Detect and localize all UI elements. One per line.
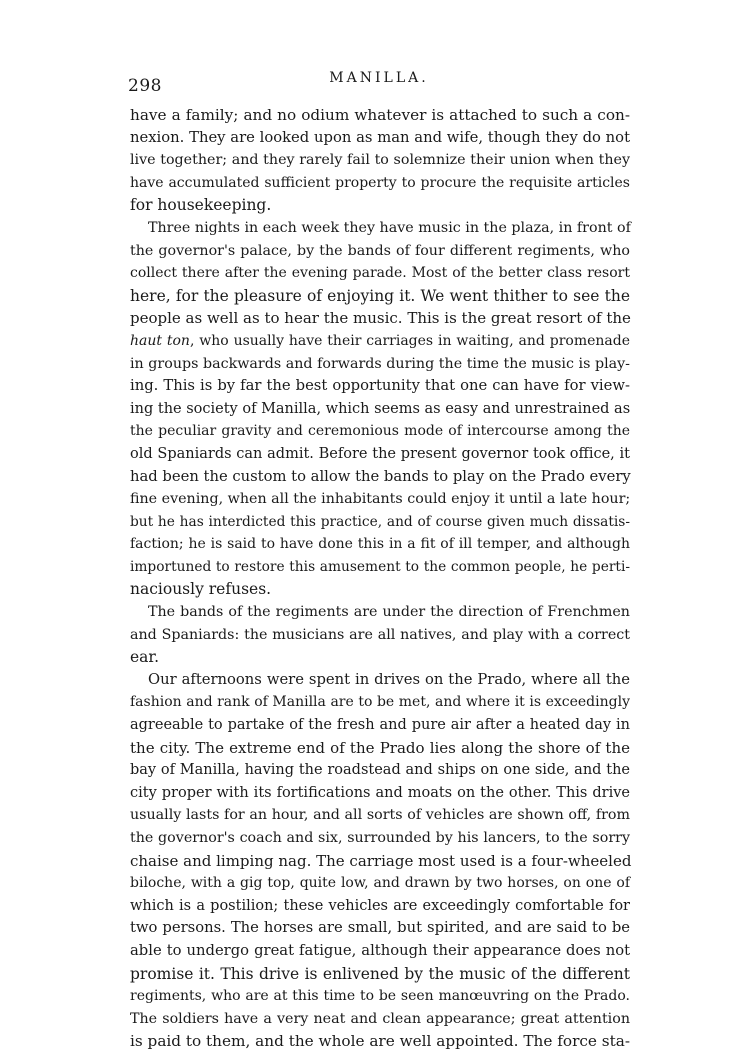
text-line: biloche, with a gig top, quite low, and drawn by two horses, on one of xyxy=(130,875,630,892)
text-line: agreeable to partake of the fresh and pure air after a heated day in xyxy=(130,717,630,734)
text-line: in groups backwards and forwards during the time the music is play- xyxy=(130,355,630,372)
text-line: here, for the pleasure of enjoying it. We went thither to see the xyxy=(130,286,630,305)
text-line: and Spaniards: the musicians are all natives, and play with a correct xyxy=(130,626,630,643)
text-line: The bands of the regiments are under the direction of Frenchmen xyxy=(148,604,630,621)
running-head: MANILLA. xyxy=(329,70,429,86)
text-line: ing. This is by far the best opportunity that one can have for view- xyxy=(130,377,630,395)
text-line: old Spaniards can admit. Before the present governor took office, it xyxy=(130,445,630,462)
text-line: but he has interdicted this practice, and of course given much dissatis- xyxy=(130,513,630,530)
text-line: bay of Manilla, having the roadstead and ships on one side, and the xyxy=(130,762,630,779)
text-line: able to undergo great fatigue, although their appearance does not xyxy=(130,941,630,959)
text-line: collect there after the evening parade. Most of the better class resort xyxy=(130,265,630,282)
text-line: Three nights in each week they have music in the plaza, in front of xyxy=(148,219,631,236)
text-line: have accumulated sufficient property to procure the requisite articles xyxy=(130,174,630,191)
text-line: fine evening, when all the inhabitants could enjoy it until a late hour; xyxy=(130,491,631,508)
paragraph xyxy=(130,601,630,669)
text-line: have a family; and no odium whatever is attached to such a con- xyxy=(130,106,630,124)
paragraph xyxy=(130,669,630,1053)
text-line: chaise and limping nag. The carriage most used is a four-wheeled xyxy=(130,851,632,870)
text-line: two persons. The horses are small, but spirited, and are said to be xyxy=(130,919,630,937)
text-line: which is a postilion; these vehicles are exceedingly comfortable for xyxy=(130,897,630,914)
text-line: The soldiers have a very neat and clean appearance; great attention xyxy=(130,1010,630,1027)
text-line: city proper with its fortifications and moats on the other. This drive xyxy=(130,784,630,801)
page-header xyxy=(128,70,630,100)
text-line: usually lasts for an hour, and all sorts of vehicles are shown off, from xyxy=(130,807,630,824)
text-line: nexion. They are looked upon as man and wife, though they do not xyxy=(130,128,630,146)
text-line: faction; he is said to have done this in a fit of ill temper, and although xyxy=(130,536,630,553)
text-line: the governor's palace, by the bands of four different regiments, who xyxy=(130,242,630,259)
paragraph xyxy=(130,104,630,217)
text-line: regiments, who are at this time to be seen manœuvring on the Prado. xyxy=(130,988,630,1005)
page-number: 298 xyxy=(128,76,162,96)
body-text xyxy=(130,104,630,1053)
text-line: haut ton, who usually have their carriages in waiting, and promenade xyxy=(130,332,630,349)
text-line: ear. xyxy=(130,648,160,667)
text-line: promise it. This drive is enlivened by the music of the different xyxy=(130,964,630,983)
text-line: had been the custom to allow the bands to play on the Prado every xyxy=(130,467,631,485)
text-line: live together; and they rarely fail to solemnize their union when they xyxy=(130,152,630,169)
text-line: is paid to them, and the whole are well appointed. The force sta- xyxy=(130,1032,630,1051)
text-line: fashion and rank of Manilla are to be met, and where it is exceedingly xyxy=(130,694,630,711)
paragraph xyxy=(130,217,630,601)
text-line: ing the society of Manilla, which seems as easy and unrestrained as xyxy=(130,400,631,417)
text-line: the peculiar gravity and ceremonious mode of intercourse among the xyxy=(130,423,630,440)
text-line: for housekeeping. xyxy=(130,196,272,215)
text-line: importuned to restore this amusement to the common people, he perti- xyxy=(130,558,630,575)
text-line: people as well as to hear the music. This is the great resort of the xyxy=(130,309,631,328)
text-line: the city. The extreme end of the Prado lies along the shore of the xyxy=(130,738,630,757)
text-line: naciously refuses. xyxy=(130,580,272,599)
text-line: Our afternoons were spent in drives on the Prado, where all the xyxy=(148,670,630,688)
text-line: the governor's coach and six, surrounded by his lancers, to the sorry xyxy=(130,830,630,846)
